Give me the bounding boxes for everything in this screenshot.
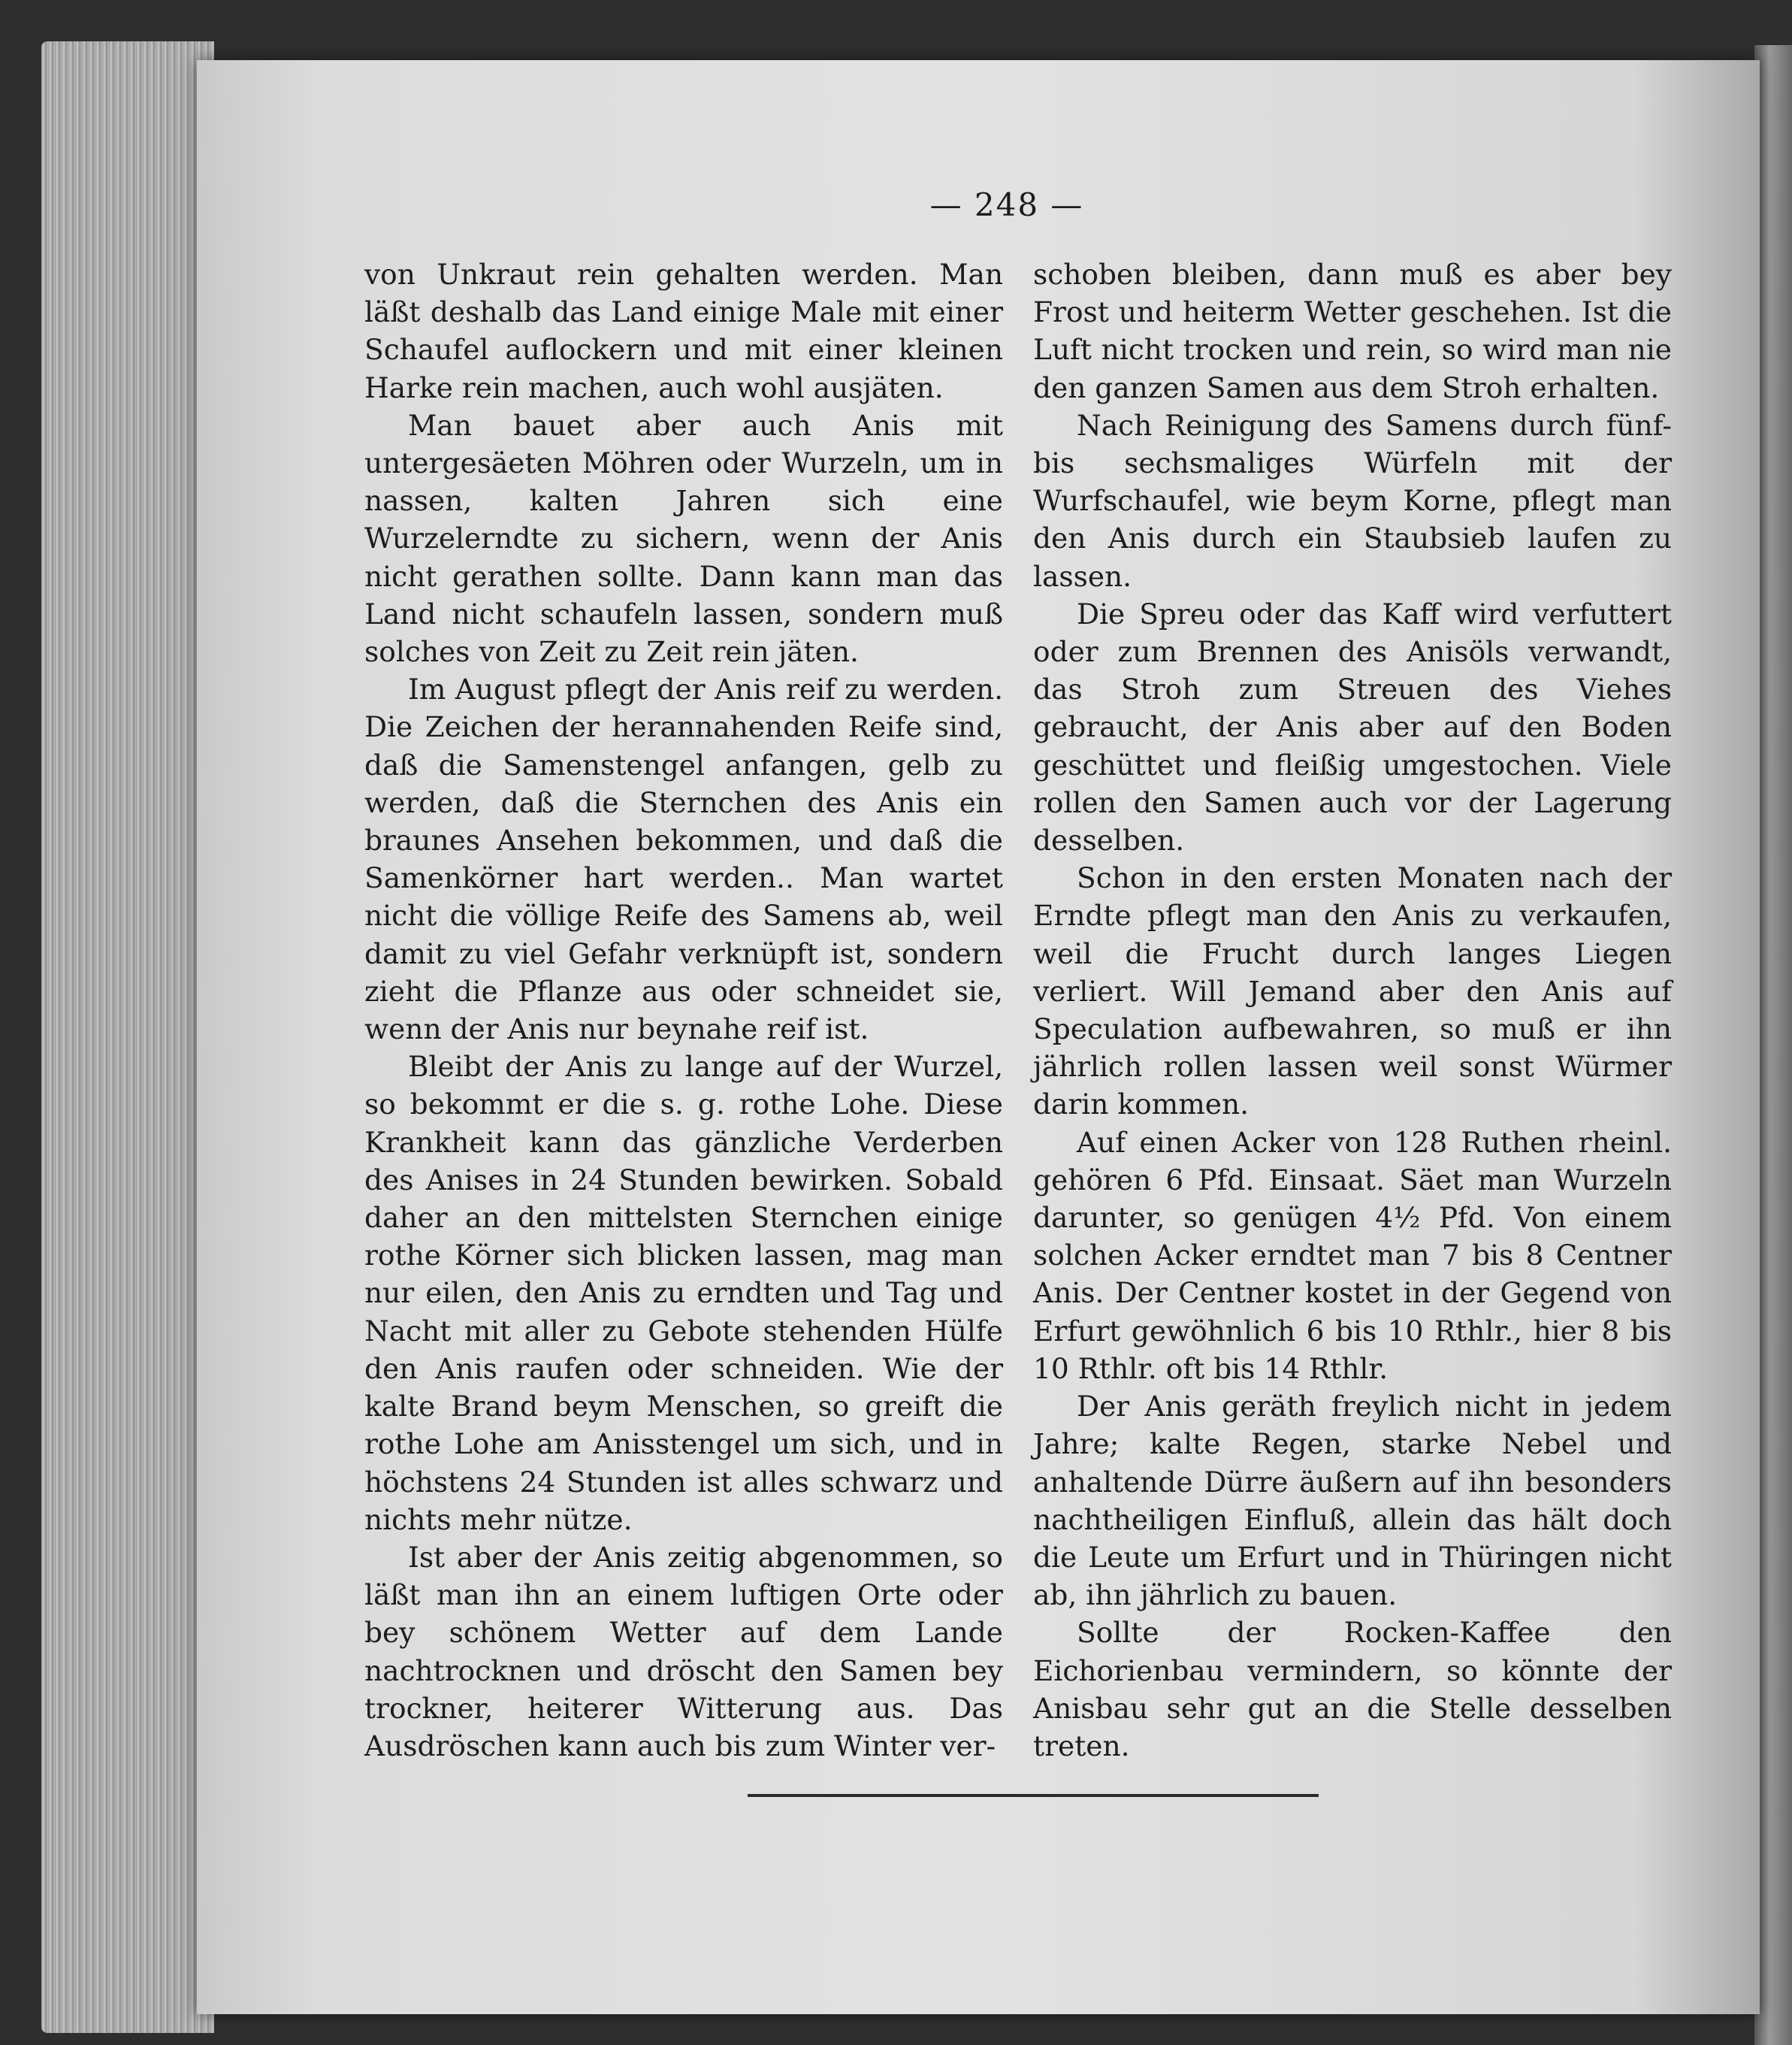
paragraph: Die Spreu oder das Kaff wird verfuttert oder zum Brennen des Anisöls verwandt, das Stroh zum Streuen des Viehes gebraucht, der Anis aber auf den Boden geschüttet und fleißig umgestochen. Viele rollen den Samen auch vor der Lagerung desselben. — [1033, 597, 1672, 858]
paragraph: Man bauet aber auch Anis mit untergesäeten Möhren oder Wurzeln, um in nassen, kalten Jahren sich eine Wurzelerndte zu sichern, wenn der Anis nicht gerathen sollte. Dann kann man das Land nicht schaufeln lassen, sondern muß solches von Zeit zu Zeit rein jäten. — [364, 408, 1003, 669]
paragraph: Der Anis geräth freylich nicht in jedem Jahre; kalte Regen, starke Nebel und anhaltende Dürre äußern auf ihn besonders nachtheiligen Einfluß, allein das hält doch die Leute um Erfurt und in Thüringen nicht ab, ihn jährlich zu bauen. — [1033, 1390, 1672, 1612]
paragraph: Bleibt der Anis zu lange auf der Wurzel, so bekommt er die s. g. rothe Lohe. Diese Krankheit kann das gänzliche Verderben des Anises in 24 Stunden bewirken. Sobald daher an den mittelsten Sternchen einige rothe Körner sich blicken lassen, mag man nur eilen, den Anis zu erndten und Tag und Nacht mit aller zu Gebote stehenden Hülfe den Anis raufen oder schneiden. Wie der kalte Brand beym Menschen, so greift die rothe Lohe am Anisstengel um sich, und in höchstens 24 Stunden ist alles schwarz und nichts mehr nütze. — [364, 1050, 1003, 1536]
paragraph: Schon in den ersten Monaten nach der Erndte pflegt man den Anis zu verkaufen, weil die Frucht durch langes Liegen verliert. Will Jemand aber den Anis auf Speculation aufbewahren, so muß er ihn jährlich rollen lassen weil sonst Würmer darin kommen. — [1033, 861, 1672, 1121]
paragraph: schoben bleiben, dann muß es aber bey Frost und heiterm Wetter geschehen. Ist die Luft nicht trocken und rein, so wird man nie den ganzen Samen aus dem Stroh erhalten. — [1033, 258, 1672, 404]
book-page-edges — [41, 41, 214, 2033]
page-number: — 248 — — [929, 186, 1084, 223]
left-text-column — [364, 256, 1003, 1765]
paragraph: Ist aber der Anis zeitig abgenommen, so läßt man ihn an einem luftigen Orte oder bey schönem Wetter auf dem Lande nachtrocknen und dröscht den Samen bey trockner, heiterer Witterung aus. Das Ausdröschen kann auch bis zum Winter ver- — [364, 1540, 1003, 1762]
right-text-column — [1033, 256, 1672, 1765]
paragraph: Nach Reinigung des Samens durch fünf- bis sechsmaliges Würfeln mit der Wurfschaufel, wie beym Korne, pflegt man den Anis durch ein Staubsieb laufen zu lassen. — [1033, 408, 1672, 593]
book-gutter — [1754, 45, 1792, 2045]
end-rule-divider — [748, 1794, 1319, 1797]
paragraph: Sollte der Rocken-Kaffee den Eichorienbau vermindern, so könnte der Anisbau sehr gut an die Stelle desselben treten. — [1033, 1616, 1672, 1762]
paragraph: von Unkraut rein gehalten werden. Man läßt deshalb das Land einige Male mit einer Schaufel auflockern und mit einer kleinen Harke rein machen, auch wohl ausjäten. — [364, 258, 1003, 404]
paragraph: Auf einen Acker von 128 Ruthen rheinl. gehören 6 Pfd. Einsaat. Säet man Wurzeln darunter, so genügen 4½ Pfd. Von einem solchen Acker erndtet man 7 bis 8 Centner Anis. Der Centner kostet in der Gegend von Erfurt gewöhnlich 6 bis 10 Rthlr., hier 8 bis 10 Rthlr. oft bis 14 Rthlr. — [1033, 1125, 1672, 1385]
paragraph: Im August pflegt der Anis reif zu werden. Die Zeichen der herannahenden Reife sind, daß die Samenstengel anfangen, gelb zu werden, daß die Sternchen des Anis ein braunes Ansehen bekommen, und daß die Samenkörner hart werden.. Man wartet nicht die völlige Reife des Samens ab, weil damit zu viel Gefahr verknüpft ist, sondern zieht die Pflanze aus oder schneidet sie, wenn der Anis nur beynahe reif ist. — [364, 673, 1003, 1046]
